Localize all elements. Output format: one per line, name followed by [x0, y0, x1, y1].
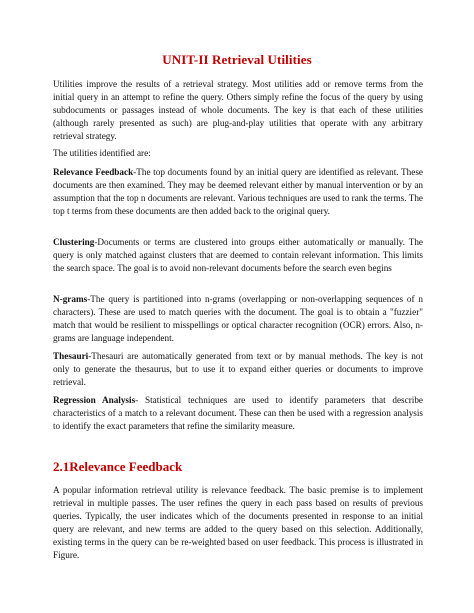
- item-term: Clustering: [53, 237, 95, 247]
- item-n-grams: [53, 293, 423, 345]
- item-term: Thesauri: [53, 351, 89, 361]
- section-heading: 2.1Relevance Feedback: [53, 459, 183, 474]
- item-regression-analysis: [53, 394, 423, 433]
- item-text: -Documents or terms are clustered into groups either automatically or manually. The query is only matched against clusters that are deemed to contain relevant information. This limits the search space. The goal is to avoid non-relevant documents before the search even begins: [53, 237, 423, 273]
- section-paragraph: A popular information retrieval utility is relevance feedback. The basic premise is to implement retrieval in multiple passes. The user refines the query in each pass based on results of previous queries. Typically, the user indicates which of the documents presented in response to an initial query are relevant, and new terms are added to the query based on this selection. Additionally, existing terms in the query can be re-weighted based on user feedback. This process is illustrated in Figure.: [53, 485, 423, 560]
- page-title: UNIT-II Retrieval Utilities: [162, 52, 312, 67]
- item-text: -The top documents found by an initial query are identified as relevant. These documents are then examined. They may be deemed relevant either by manual intervention or by an assumption that the top n documents are relevant. Various techniques are used to rank the terms. The top t terms from these documents are then added back to the original query.: [53, 167, 423, 216]
- utilities-identified-label: The utilities identified are:: [53, 148, 151, 158]
- item-term: Regression Analysis: [53, 395, 136, 405]
- item-term: Relevance Feedback: [53, 167, 134, 177]
- item-relevance-feedback: [53, 166, 423, 218]
- item-term: N-grams: [53, 294, 88, 304]
- item-text: -Thesauri are automatically generated from text or by manual methods. The key is not only to generate the thesaurus, but to use it to expand either queries or documents to improve retrieval.: [53, 351, 423, 387]
- item-text: - Statistical techniques are used to identify parameters that describe characteristics of a match to a relevant document. These can then be used with a regression analysis to identify the exact parameters that refine the similarity measure.: [53, 395, 423, 431]
- intro-paragraph: Utilities improve the results of a retrieval strategy. Most utilities add or remove terms from the initial query in an attempt to refine the query. Others simply refine the focus of the query by using subdocuments or passages instead of whole documents. The key is that each of these utilities (although rarely presented as such) are plug-and-play utilities that operate with any arbitrary retrieval strategy.: [53, 79, 423, 141]
- item-clustering: [53, 236, 423, 275]
- item-thesauri: [53, 350, 423, 389]
- item-text: -The query is partitioned into n-grams (overlapping or non-overlapping sequences of n characters). These are used to match queries with the document. The goal is to obtain a "fuzzier" match that would be resilient to misspellings or optical character recognition (OCR) errors. Also, n-grams are language independent.: [53, 294, 423, 343]
